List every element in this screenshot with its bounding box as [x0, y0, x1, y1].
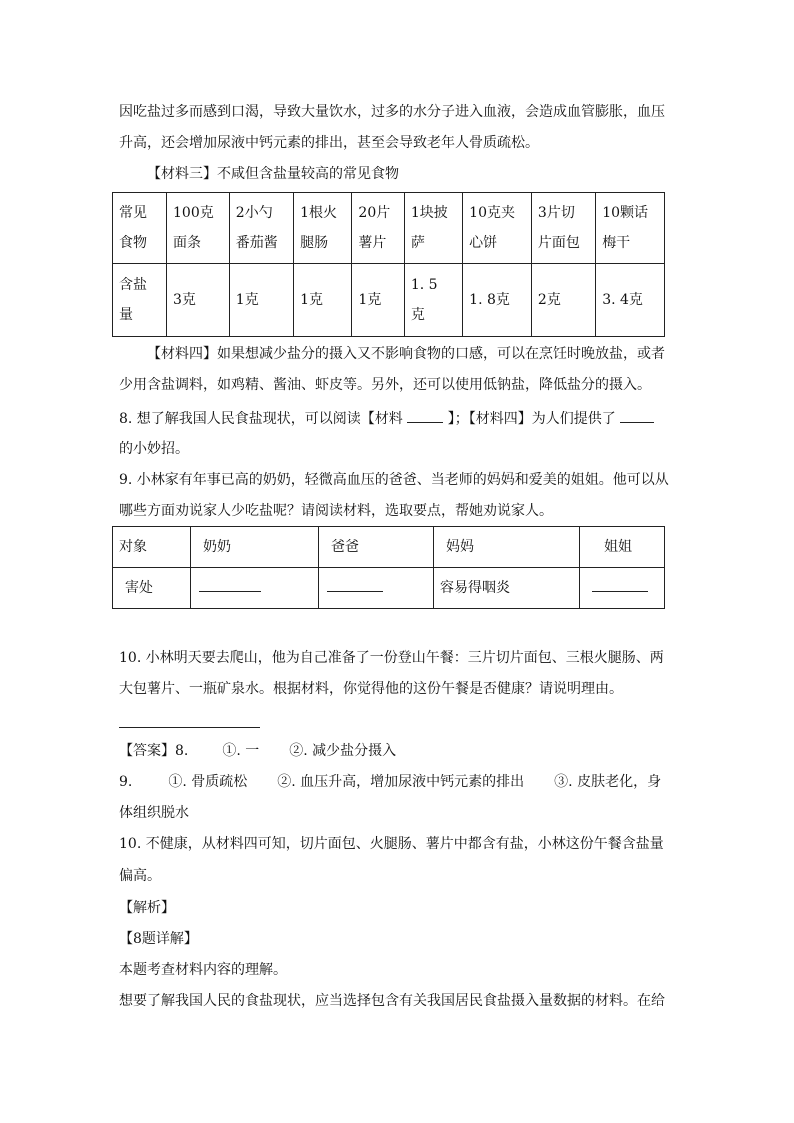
- material3-table: [112, 192, 665, 337]
- question-9-line: 哪些方面劝说家人少吃盐呢？请阅读材料，选取要点，帮她劝说家人。: [119, 503, 553, 519]
- material3-title: 【材料三】不咸但含盐量较高的常见食物: [147, 166, 399, 182]
- answer-blank[interactable]: [620, 408, 654, 423]
- paragraph-line: 因吃盐过多而感到口渴，导致大量饮水，过多的水分子进入血液，会造成血管膨胀，血压: [119, 104, 665, 120]
- table-cell: 容易得咽炎: [434, 568, 580, 609]
- table-cell: 1根火 腿肠: [294, 193, 352, 264]
- answer-9-line2: 体组织脱水: [119, 805, 189, 821]
- analysis-line: 本题考查材料内容的理解。: [119, 962, 287, 978]
- table-cell: 20片 薯片: [352, 193, 404, 264]
- table-row: [113, 568, 665, 609]
- table-cell: 奶奶: [191, 527, 319, 568]
- table-cell: 妈妈: [434, 527, 580, 568]
- table-cell: 常见 食物: [113, 193, 167, 264]
- question-9-line: 9. 小林家有年事已高的奶奶，轻微高血压的爸爸、当老师的妈妈和爱美的姐姐。他可以从: [119, 472, 669, 488]
- table-cell: 1块披 萨: [404, 193, 462, 264]
- answer-line: [119, 727, 260, 728]
- table-cell: 1克: [229, 264, 293, 337]
- analysis-label: 【解析】: [119, 900, 175, 916]
- table-cell: 3. 4克: [596, 264, 665, 337]
- answer-blank[interactable]: [327, 577, 383, 592]
- table-row: [113, 264, 665, 337]
- question-10-line: 大包薯片、一瓶矿泉水。根据材料，你觉得他的这份午餐是否健康？请说明理由。: [119, 681, 623, 697]
- table-row: [113, 193, 665, 264]
- answer-8: 【答案】8. ①. 一 ②. 减少盐分摄入: [119, 743, 397, 759]
- table-cell: 3克: [167, 264, 230, 337]
- material4-line: 【材料四】如果想减少盐分的摄入又不影响食物的口感，可以在烹饪时晚放盐，或者: [147, 346, 665, 362]
- table-row: [113, 527, 665, 568]
- table-cell: 10颗话 梅干: [596, 193, 665, 264]
- table-cell: 1克: [352, 264, 404, 337]
- question-8-line2: 的小妙招。: [119, 441, 189, 457]
- table-cell: 10克夹 心饼: [463, 193, 532, 264]
- table-cell: 2克: [531, 264, 595, 337]
- analysis-line: 想要了解我国人民的食盐现状，应当选择包含有关我国居民食盐摄入量数据的材料。在给: [119, 993, 665, 1009]
- table-cell: 1. 5 克: [404, 264, 462, 337]
- table-cell: 爸爸: [319, 527, 434, 568]
- table-cell: 3片切 片面包: [531, 193, 595, 264]
- question-8: 8. 想了解我国人民食盐现状，可以阅读【材料 】；【材料四】为人们提供了: [119, 408, 654, 429]
- table-cell: [580, 568, 665, 609]
- answer-blank[interactable]: [407, 408, 443, 423]
- answer-blank[interactable]: [199, 577, 261, 592]
- persuade-table: [112, 526, 665, 609]
- table-cell: 1克: [294, 264, 352, 337]
- answer-10-line: 偏高。: [119, 868, 161, 884]
- table-cell: 2小勺 番茄酱: [229, 193, 293, 264]
- answer-9: 9. ①. 骨质疏松 ②. 血压升高，增加尿液中钙元素的排出 ③. 皮肤老化，身: [119, 774, 662, 790]
- table-cell: 对象: [113, 527, 191, 568]
- table-cell: 害处: [113, 568, 191, 609]
- answer-10-line: 10. 不健康，从材料四可知，切片面包、火腿肠、薯片中都含有盐，小林这份午餐含盐量: [119, 836, 664, 852]
- paragraph-line: 升高，还会增加尿液中钙元素的排出，甚至会导致老年人骨质疏松。: [119, 135, 539, 151]
- answer-blank[interactable]: [592, 577, 648, 592]
- table-cell: 100克 面条: [167, 193, 230, 264]
- question-10-line: 10. 小林明天要去爬山，他为自己准备了一份登山午餐：三片切片面包、三根火腿肠、两: [119, 650, 664, 666]
- table-cell: 1. 8克: [463, 264, 532, 337]
- table-cell: 含盐 量: [113, 264, 167, 337]
- analysis-q8-label: 【8题详解】: [119, 931, 198, 947]
- table-cell: [319, 568, 434, 609]
- table-cell: [191, 568, 319, 609]
- table-cell: 姐姐: [580, 527, 665, 568]
- material4-line: 少用含盐调料，如鸡精、酱油、虾皮等。另外，还可以使用低钠盐，降低盐分的摄入。: [119, 377, 651, 393]
